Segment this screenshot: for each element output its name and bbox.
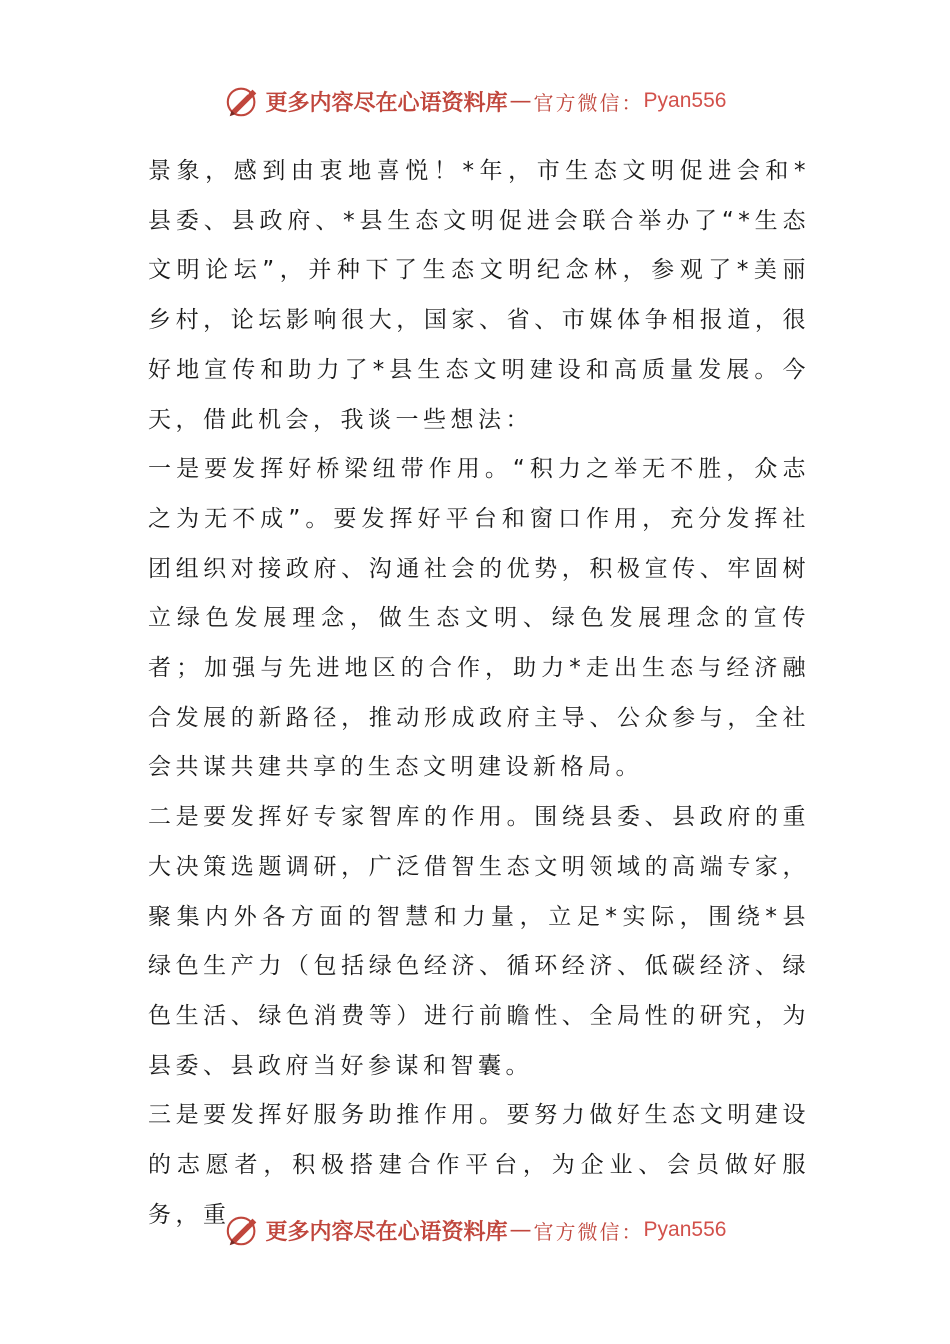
paragraph-point-three: 三是要发挥好服务助推作用。要努力做好生态文明建设的志愿者，积极搭建合作平台，为企业、会员做好服务，重 [148, 1102, 810, 1228]
header-brand-text: 更多内容尽在心语资料库 [265, 89, 508, 116]
footer-dash: — [509, 1217, 532, 1243]
footer-brand-text: 更多内容尽在心语资料库 [265, 1218, 508, 1245]
footer-banner [0, 1210, 950, 1250]
footer-wechat-id: Pyan556 [643, 1218, 727, 1241]
header-wechat-id: Pyan556 [643, 89, 727, 112]
header-banner [0, 81, 950, 121]
paragraph-intro: 景象，感到由衷地喜悦！*年，市生态文明促进会和*县委、县政府、*县生态文明促进会联合举办了“*生态文明论坛”，并种下了生态文明纪念林，参观了*美丽乡村，论坛影响很大，国家、省、市媒体争相报道，很好地宣传和助力了*县生态文明建设和高质量发展。今天，借此机会，我谈一些想法： [148, 158, 810, 433]
document-body [148, 147, 810, 1240]
pen-logo-icon [224, 82, 262, 120]
footer-wechat-label: 官方微信： [533, 1219, 644, 1244]
paragraph-point-one: 一是要发挥好桥梁纽带作用。“积力之举无不胜，众志之为无不成”。要发挥好平台和窗口作用，充分发挥社团组织对接政府、沟通社会的优势，积极宣传、牢固树立绿色发展理念，做生态文明、绿色发展理念的宣传者；加强与先进地区的合作，助力*走出生态与经济融合发展的新路径，推动形成政府主导、公众参与，全社会共谋共建共享的生态文明建设新格局。 [148, 456, 810, 781]
paragraph-point-two: 二是要发挥好专家智库的作用。围绕县委、县政府的重大决策选题调研，广泛借智生态文明领域的高端专家，聚集内外各方面的智慧和力量，立足*实际，围绕*县绿色生产力（包括绿色经济、循环经济、低碳经济、绿色生活、绿色消费等）进行前瞻性、全局性的研究，为县委、县政府当好参谋和智囊。 [148, 804, 810, 1079]
header-dash: — [509, 88, 532, 114]
header-wechat-label: 官方微信： [533, 90, 644, 115]
pen-logo-icon [224, 1211, 262, 1249]
